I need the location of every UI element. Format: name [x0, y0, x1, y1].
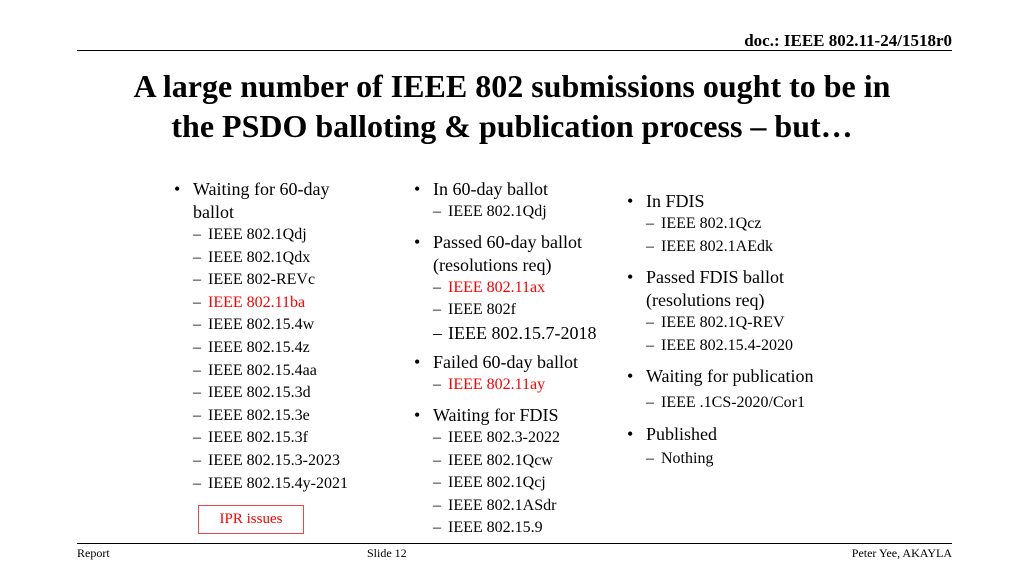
- bullet-icon: •: [414, 404, 421, 425]
- dash-icon: –: [193, 248, 201, 266]
- list-item: [174, 405, 374, 428]
- bullet-label-line-1: Waiting for 60-day: [193, 179, 330, 199]
- column-60-day-ballot: [414, 178, 614, 540]
- footer-rule: [77, 543, 952, 544]
- bullet-waiting-for-fdis: [414, 404, 614, 427]
- dash-icon: –: [646, 215, 654, 232]
- item-text: IEEE 802.15.4-2020: [661, 336, 793, 354]
- list-item: [174, 269, 374, 292]
- dash-icon: –: [433, 428, 441, 446]
- dash-icon: –: [193, 384, 201, 402]
- dash-icon: –: [433, 322, 442, 343]
- bullet-label-line-2: ballot: [193, 202, 234, 222]
- section-in-fdis: [627, 190, 847, 258]
- list-item: [627, 335, 847, 358]
- bullet-label: Waiting for publication: [646, 366, 814, 387]
- dash-icon: –: [433, 376, 441, 394]
- item-text: IEEE 802.1Qdx: [208, 248, 311, 266]
- item-text: IEEE 802.1Qcz: [661, 215, 762, 232]
- item-text-highlighted: IEEE 802.11ba: [208, 293, 306, 311]
- item-text: IEEE 802.3-2022: [448, 428, 560, 446]
- bullet-label: In FDIS: [646, 191, 705, 211]
- bullet-icon: •: [627, 267, 634, 288]
- dash-icon: –: [433, 301, 441, 319]
- list-item: [414, 201, 614, 224]
- dash-icon: –: [646, 314, 654, 332]
- item-text: IEEE 802.15.4y-2021: [208, 474, 348, 492]
- bullet-label: In 60-day ballot: [433, 179, 548, 199]
- dash-icon: –: [433, 519, 441, 537]
- bullet-icon: •: [627, 191, 634, 211]
- item-text: Nothing: [661, 449, 714, 467]
- bullet-passed-60-day-ballot: [414, 231, 614, 277]
- ipr-issues-callout: IPR issues: [198, 505, 304, 534]
- list-item: [174, 337, 374, 360]
- list-item: [414, 472, 614, 495]
- bullet-in-fdis: [627, 190, 847, 213]
- list-item: [174, 360, 374, 383]
- section-waiting-60-day: [174, 178, 374, 495]
- item-text: IEEE 802.15.3-2023: [208, 451, 340, 469]
- footer-author: Peter Yee, AKAYLA: [851, 546, 952, 560]
- item-text: IEEE 802.1ASdr: [448, 496, 557, 514]
- section-in-60-day-ballot: [414, 178, 614, 224]
- dash-icon: –: [193, 293, 201, 311]
- item-text: IEEE 802-REVc: [208, 271, 316, 289]
- bullet-icon: •: [414, 231, 421, 252]
- bullet-label-line-2: (resolutions req): [646, 290, 765, 311]
- list-item: [627, 213, 847, 236]
- item-text: IEEE 802.15.3d: [208, 384, 311, 402]
- section-published: [627, 423, 847, 471]
- dash-icon: –: [193, 451, 201, 469]
- bullet-icon: •: [414, 352, 421, 373]
- bullet-label-line-1: Passed FDIS ballot: [646, 267, 785, 288]
- section-passed-60-day-ballot: [414, 231, 614, 345]
- list-item: [414, 495, 614, 518]
- item-text: IEEE 802.1AEdk: [661, 237, 773, 255]
- item-text: IEEE 802.15.4z: [208, 338, 310, 356]
- list-item: [174, 382, 374, 405]
- item-text: IEEE 802.1Qcw: [448, 451, 553, 469]
- dash-icon: –: [433, 474, 441, 492]
- section-waiting-for-fdis: [414, 404, 614, 540]
- list-item: [174, 427, 374, 450]
- footer-left: Report: [77, 546, 110, 560]
- bullet-waiting-for-publication: [627, 365, 847, 388]
- bullet-label: Published: [646, 423, 718, 444]
- bullet-icon: •: [174, 179, 181, 199]
- slide-title: [60, 66, 964, 146]
- list-item: [174, 473, 374, 496]
- list-item: [414, 427, 614, 450]
- list-item: [414, 374, 614, 397]
- column-fdis: [627, 190, 847, 471]
- dash-icon: –: [433, 496, 441, 514]
- dash-icon: –: [433, 203, 441, 220]
- list-item: [414, 299, 614, 322]
- list-item: [174, 450, 374, 473]
- list-item: [414, 322, 614, 345]
- section-passed-fdis-ballot: [627, 266, 847, 357]
- list-item: [174, 247, 374, 270]
- item-text: IEEE 802.1Qdj: [448, 203, 547, 220]
- bullet-waiting-60-day: [174, 178, 374, 224]
- dash-icon: –: [646, 336, 654, 354]
- dash-icon: –: [646, 394, 654, 412]
- list-item: [174, 292, 374, 315]
- dash-icon: –: [193, 271, 201, 289]
- item-text: IEEE 802.15.4w: [208, 316, 315, 334]
- item-text: IEEE 802.1Qdj: [208, 226, 307, 243]
- item-text-highlighted: IEEE 802.11ax: [448, 278, 546, 296]
- list-item: [174, 224, 374, 247]
- item-text: IEEE 802.15.7-2018: [448, 322, 597, 343]
- bullet-icon: •: [627, 366, 634, 387]
- bullet-icon: •: [414, 179, 421, 199]
- item-text: IEEE 802f: [448, 301, 516, 319]
- item-text-highlighted: IEEE 802.11ay: [448, 376, 546, 394]
- list-item: [627, 312, 847, 335]
- dash-icon: –: [193, 406, 201, 424]
- item-text: IEEE 802.15.3e: [208, 406, 310, 424]
- list-item: [414, 517, 614, 540]
- dash-icon: –: [433, 278, 441, 296]
- dash-icon: –: [193, 338, 201, 356]
- section-waiting-for-publication: [627, 365, 847, 415]
- item-text: IEEE 802.15.9: [448, 519, 543, 537]
- item-text: IEEE .1CS-2020/Cor1: [661, 394, 805, 412]
- bullet-icon: •: [627, 423, 634, 444]
- item-text: IEEE 802.15.4aa: [208, 361, 317, 379]
- bullet-passed-fdis-ballot: [627, 266, 847, 312]
- column-waiting-60-day: [174, 178, 374, 495]
- title-line-2: the PSDO balloting & publication process – but…: [171, 108, 853, 144]
- bullet-label-line-1: Passed 60-day ballot: [433, 231, 582, 252]
- list-item: [174, 314, 374, 337]
- bullet-in-60-day-ballot: [414, 178, 614, 201]
- bullet-label: Waiting for FDIS: [433, 404, 559, 425]
- bullet-published: [627, 423, 847, 446]
- footer-slide-number: Slide 12: [367, 546, 407, 560]
- bullet-failed-60-day-ballot: [414, 351, 614, 374]
- dash-icon: –: [193, 316, 201, 334]
- dash-icon: –: [193, 474, 201, 492]
- bullet-label-line-2: (resolutions req): [433, 254, 552, 275]
- dash-icon: –: [193, 226, 201, 243]
- item-text: IEEE 802.1Qcj: [448, 474, 546, 492]
- dash-icon: –: [193, 429, 201, 447]
- dash-icon: –: [433, 451, 441, 469]
- section-failed-60-day-ballot: [414, 351, 614, 397]
- list-item: [414, 450, 614, 473]
- item-text: IEEE 802.15.3f: [208, 429, 308, 447]
- list-item: [414, 277, 614, 300]
- doc-id: doc.: IEEE 802.11-24/1518r0: [744, 31, 952, 50]
- dash-icon: –: [646, 237, 654, 255]
- title-line-1: A large number of IEEE 802 submissions ought to be in: [133, 68, 891, 104]
- bullet-label: Failed 60-day ballot: [433, 352, 578, 373]
- list-item: [627, 236, 847, 259]
- dash-icon: –: [193, 361, 201, 379]
- list-item: [627, 448, 847, 471]
- dash-icon: –: [646, 449, 654, 467]
- list-item: [627, 392, 847, 415]
- header-rule: [77, 50, 952, 51]
- item-text: IEEE 802.1Q-REV: [661, 314, 785, 332]
